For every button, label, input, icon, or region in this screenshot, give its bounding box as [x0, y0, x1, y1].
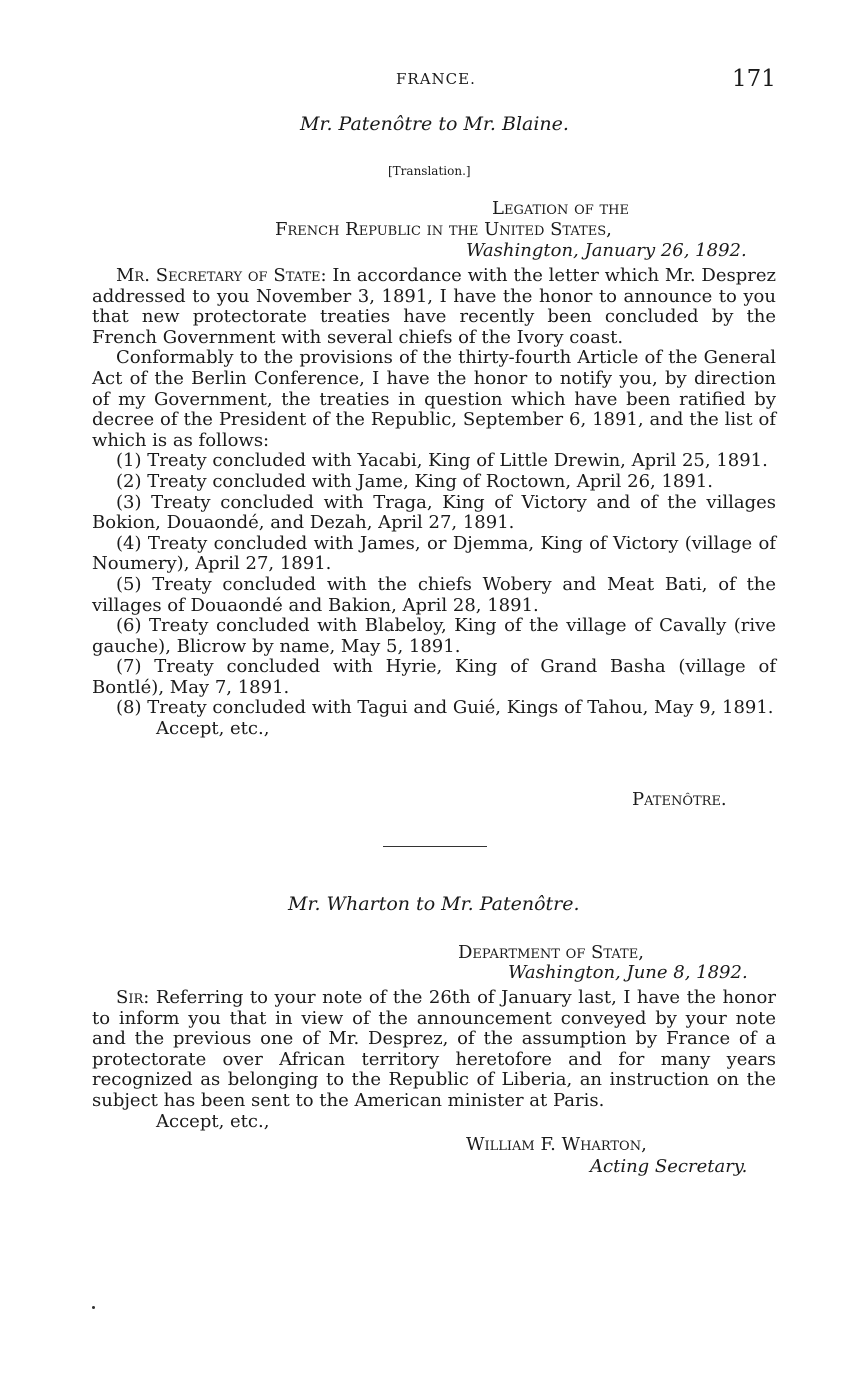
treaty-item-2: (2) Treaty concluded with Jame, King of Roctown, April 26, 1891. [116, 470, 714, 492]
letter1-salutation: Mr. Secretary of State: [116, 265, 327, 286]
letter2-address-line1: Department of State, [458, 942, 644, 963]
running-title: FRANCE. [396, 70, 476, 88]
letter2-signature-name: William F. Wharton, [466, 1134, 647, 1155]
letter1-closing: Accept, etc., [156, 718, 270, 740]
treaty-item-6: (6) Treaty concluded with Blabeloy, King of the village of Cavally (rive gauche), Blicrow by name, May 5, 1891. [92, 615, 776, 657]
margin-speck [92, 1306, 95, 1309]
letter1-signature: Patenôtre. [632, 789, 727, 810]
treaty-item-5: (5) Treaty concluded with the chiefs Wobery and Meat Bati, of the villages of Douaondé and Bakion, April 28, 1891. [92, 573, 776, 616]
letter2-body [92, 988, 776, 1132]
translation-note: [Translation.] [388, 164, 471, 178]
letter1-paragraph-1 [92, 266, 776, 348]
letter1-address-line1: Legation of the [492, 198, 629, 219]
letter1-title: Mr. Patenôtre to Mr. Blaine. [300, 113, 569, 135]
treaty-item-7: (7) Treaty concluded with Hyrie, King of Grand Basha (village of Bontlé), May 7, 1891. [92, 656, 776, 698]
section-divider [383, 846, 487, 847]
treaty-item-4: (4) Treaty concluded with James, or Djemma, King of Victory (village of Noumery), April 27, 1891. [92, 532, 776, 575]
letter2-title: Mr. Wharton to Mr. Patenôtre. [288, 893, 580, 915]
letter2-closing: Accept, etc., [156, 1110, 270, 1132]
letter1-paragraph-2: Conformably to the provisions of the thirty-fourth Article of the General Act of the Berlin Conference, I have the honor to notify you, by direction of my Government, the treaties in question which have been ratified by decree of the President of the Republic, September 6, 1891, and the list of which is as follows: [92, 347, 776, 451]
letter1-dateline: Washington, January 26, 1892. [466, 240, 747, 261]
letter2-para1-text: Referring to your note of the 26th of January last, I have the honor to inform you that in view of the announcement conveyed by your note and the previous one of Mr. Desprez, of the assumption by France of a protectorate over African territory heretofore and for many years recognized as belonging to the Republic of Liberia, an instruction on the subject has been sent to the American minister at Paris. [92, 987, 776, 1111]
letter2-dateline: Washington, June 8, 1892. [508, 962, 748, 983]
letter2-salutation: Sir: [116, 987, 150, 1008]
treaty-item-1: (1) Treaty concluded with Yacabi, King of Little Drewin, April 25, 1891. [116, 450, 768, 472]
treaty-item-3: (3) Treaty concluded with Traga, King of Victory and of the villages Bokion, Douaondé, and Dezah, April 27, 1891. [92, 491, 776, 534]
letter1-address-line2: French Republic in the United States, [275, 219, 612, 240]
page-number: 171 [732, 66, 776, 92]
letter2-signature-title: Acting Secretary. [590, 1156, 748, 1177]
letter1-body [92, 266, 776, 740]
letter2-paragraph-1 [92, 988, 776, 1112]
running-header [0, 66, 866, 96]
treaty-item-8: (8) Treaty concluded with Tagui and Guié, Kings of Tahou, May 9, 1891. [116, 697, 774, 719]
letter1-para1-text: In accordance with the letter which Mr. Desprez addressed to you November 3, 1891, I have the honor to announce to you that new protectorate treaties have recently been concluded by the French Government with several chiefs of the Ivory coast. [92, 265, 776, 348]
